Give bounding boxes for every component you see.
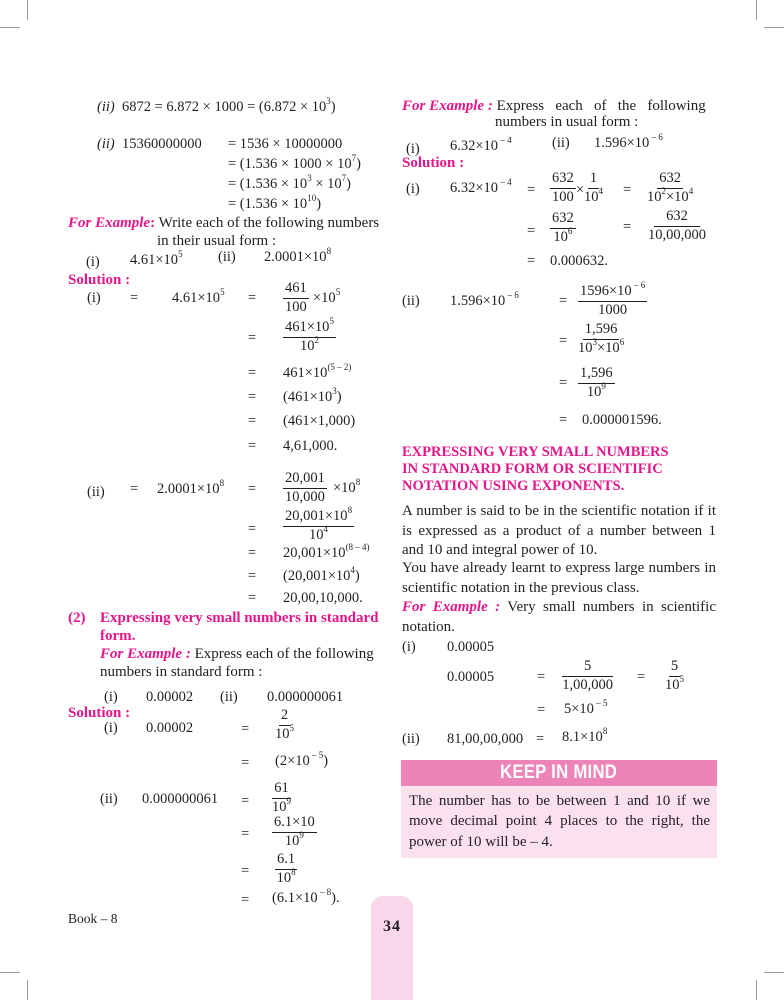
fraction [578, 322, 624, 357]
s3-eq: = [241, 721, 250, 737]
rs2-eq: = [559, 293, 568, 309]
solution-heading-1: Solution : [68, 272, 131, 288]
expression: 6872 = 6.872 × 1000 = (6.872 × 10 [121, 99, 327, 115]
rs1-result: 0.000632. [550, 253, 608, 269]
right-for-example [402, 98, 706, 115]
s4-result [272, 887, 340, 907]
exponent: (8 – 4) [345, 542, 370, 552]
instruction-line-2 [157, 233, 276, 250]
fraction [647, 171, 693, 206]
fraction [648, 209, 706, 244]
e2-label: (ii) [402, 731, 420, 747]
multiplier [333, 477, 361, 497]
denominator: 100 [285, 298, 307, 315]
example-6872 [97, 96, 336, 116]
exponent: 3 [592, 336, 597, 347]
s1-eq: = [248, 413, 257, 429]
fraction [550, 171, 576, 206]
exponent: 5 [679, 673, 684, 684]
fraction [283, 316, 336, 355]
exponent: – 6 [649, 132, 663, 142]
exponent: 8 [347, 505, 353, 515]
rs2-eq: = [559, 333, 568, 349]
section-heading-line: EXPRESSING VERY SMALL NUMBERS [402, 444, 669, 460]
roman-label: (i) [86, 254, 100, 270]
denominator: 10,00,000 [648, 226, 706, 243]
rs2-lhs [450, 290, 519, 310]
number: 15360000000 [121, 136, 202, 152]
numerator: 632 [654, 209, 700, 227]
crop-mark [756, 980, 757, 1000]
crop-mark [756, 0, 757, 20]
value: (461×10 [283, 389, 333, 405]
rs1-lhs [450, 177, 512, 197]
fraction [550, 211, 576, 246]
s4-label: (ii) [100, 791, 118, 807]
numerator: 20,001 [283, 471, 327, 489]
question-1-ii [218, 250, 236, 266]
s2-label: (ii) [87, 484, 105, 500]
keep-in-mind-box [401, 760, 717, 858]
exponent: – 8 [317, 887, 332, 897]
question-2-i: (i) [104, 689, 118, 705]
denominator [665, 673, 684, 694]
exponent: – 5 [309, 750, 324, 760]
exponent: 6 [619, 336, 625, 347]
numerator: 6.1 [275, 852, 297, 870]
numerator [283, 505, 354, 527]
fraction [584, 171, 603, 206]
value: 20,001×10 [285, 508, 348, 524]
value: 461×10 [285, 319, 330, 335]
numerator: 632 [550, 211, 576, 229]
value: 10 [647, 188, 662, 205]
exponent: – 5 [593, 698, 608, 708]
value: 10 [553, 228, 568, 245]
rs1-eq: = [527, 253, 536, 269]
value: ×10 [313, 290, 336, 306]
s3-lhs: 0.00002 [146, 720, 194, 736]
instruction-text: Express each of the following [190, 646, 374, 662]
value: 10 [578, 339, 593, 356]
for-example-3 [402, 598, 716, 637]
s3-result [275, 750, 329, 770]
fraction [578, 366, 615, 401]
numerator: 632 [550, 171, 576, 189]
e2-result [562, 726, 608, 746]
exponent: 10 [307, 193, 317, 203]
exponent: 7 [341, 173, 347, 183]
section-heading-line: NOTATION USING EXPONENTS. [402, 478, 625, 494]
numerator: 632 [657, 171, 683, 189]
s1-eq: = [130, 290, 139, 306]
rs1-eq: = [623, 182, 632, 198]
numerator [578, 280, 647, 302]
e1-result [564, 698, 608, 718]
numerator: 1,596 [578, 366, 615, 384]
numerator: 2 [279, 708, 290, 726]
fraction [272, 815, 317, 850]
numerator: 5 [562, 659, 613, 677]
e2-lhs: 81,00,00,000 [447, 731, 524, 747]
denominator: 1,00,000 [562, 676, 613, 693]
e1-label: (i) [402, 639, 416, 655]
exponent: 7 [351, 153, 357, 163]
keep-in-mind-title-bar [401, 760, 717, 786]
instruction-text: Express each of the following [492, 98, 706, 114]
rs1-eq: = [527, 223, 536, 239]
rq-i-value [450, 135, 512, 155]
paren: ) [330, 99, 336, 115]
for-example-2 [100, 646, 374, 663]
exponent: 8 [602, 726, 608, 736]
fraction [275, 852, 297, 887]
question-2-ii-value: 0.000000061 [267, 689, 344, 705]
denominator: 10,000 [285, 488, 325, 505]
step-line [228, 173, 351, 193]
crop-mark [27, 980, 28, 1000]
multiplier [313, 287, 341, 307]
paren: ) [316, 196, 322, 212]
value: 20,001×10 [283, 545, 346, 561]
denominator [553, 225, 573, 246]
crop-mark [0, 27, 20, 28]
step-line [228, 193, 322, 213]
crop-mark [764, 972, 784, 973]
exponent: – 4 [498, 135, 512, 145]
exponent: 8 [355, 477, 361, 487]
s1-step: (461×1,000) [283, 413, 356, 429]
numerator: 5 [669, 659, 680, 677]
value: ×10 [597, 339, 620, 356]
value: 461×10 [283, 365, 328, 381]
value: 1.596×10 [450, 293, 506, 309]
denominator [584, 185, 603, 206]
fraction [283, 281, 309, 316]
rs2-label: (ii) [402, 293, 420, 309]
e1-lhs: 0.00005 [447, 669, 495, 685]
exponent: 2 [661, 185, 666, 196]
denominator [647, 185, 694, 206]
exponent: 4 [688, 185, 694, 196]
for-example-1 [68, 215, 379, 232]
exponent: – 4 [498, 177, 512, 187]
numerator: 61 [272, 781, 291, 799]
fraction [665, 659, 684, 694]
s4-eq: = [241, 863, 250, 879]
rs2-result: 0.000001596. [582, 412, 662, 428]
step-text: = (1.536 × 10 [228, 176, 308, 192]
rq-ii-value [594, 132, 663, 152]
s2-eq: = [248, 545, 257, 561]
exponent: 4 [598, 185, 603, 196]
paren: ) [346, 176, 351, 192]
value: 10 [586, 383, 602, 400]
paren: ). [331, 890, 340, 906]
exponent: 5 [178, 249, 183, 259]
for-example-label: For Example [68, 215, 151, 231]
exponent: 5 [329, 316, 334, 326]
s1-result: 4,61,000. [283, 438, 338, 454]
value: 10 [275, 725, 290, 742]
definition-paragraph: A number is said to be in the scientific notation if it is expressed as a product of a number between 1 and 10 and integral power of 10. [402, 503, 716, 558]
s2-eq: = [248, 481, 257, 497]
rq-i: (i) [406, 141, 420, 157]
exponent: 5 [289, 722, 294, 733]
s1-eq: = [248, 389, 257, 405]
denominator: 1000 [598, 301, 628, 318]
exponent: 8 [291, 866, 296, 877]
e1-eq: = [637, 669, 646, 685]
value: 10 [276, 869, 292, 886]
s1-step [283, 386, 342, 406]
paren: ) [336, 389, 342, 405]
step-line [228, 137, 342, 153]
step-line [228, 153, 361, 173]
denominator [309, 523, 329, 544]
s2-result: 20,00,10,000. [283, 590, 363, 606]
question-2-ii: (ii) [220, 689, 238, 705]
value: 10 [584, 188, 599, 205]
value: 4.61×10 [130, 252, 179, 268]
times-sign: × [576, 182, 585, 198]
roman-label: (ii) [97, 99, 115, 115]
exponent: 9 [601, 380, 606, 391]
denominator: 100 [552, 188, 574, 205]
s4-eq: = [241, 793, 250, 809]
value: ×10 [666, 188, 689, 205]
value: (2×10 [275, 753, 310, 769]
exponent: 3 [307, 173, 312, 183]
denominator [578, 336, 625, 357]
s2-lhs [157, 478, 225, 498]
exponent: 8 [326, 246, 332, 256]
question-2-i-value: 0.00002 [146, 689, 194, 705]
s2-step [283, 565, 360, 585]
rs2-eq: = [559, 412, 568, 428]
s1-lhs [172, 287, 225, 307]
book-label: Book – 8 [68, 911, 118, 926]
paren: ) [323, 753, 329, 769]
rs1-eq: = [623, 219, 632, 235]
example-15360000000-label [97, 137, 202, 153]
section-2-title-cont: form. [100, 628, 136, 644]
exponent: 9 [286, 795, 291, 806]
value: (20,001×10 [283, 568, 351, 584]
for-example-label: For Example : [100, 646, 191, 662]
question-1-ii-value [264, 246, 332, 266]
s1-step [283, 362, 352, 382]
keep-in-mind-text: The number has to be between 1 and 10 if we move decimal point 4 places to the right, the power of 10 will be – 4. [409, 793, 710, 850]
denominator [275, 722, 294, 743]
s1-eq: = [248, 290, 257, 306]
s3-eq: = [241, 755, 250, 771]
value: 4.61×10 [172, 290, 221, 306]
rs1-eq: = [527, 182, 536, 198]
fraction [283, 505, 354, 544]
value: 10 [284, 832, 300, 849]
solution-heading-2: Solution : [68, 705, 131, 721]
s3-label: (i) [104, 720, 118, 736]
denominator [586, 380, 606, 401]
s1-eq: = [248, 365, 257, 381]
crop-mark [0, 972, 20, 973]
exponent: 5 [335, 287, 341, 297]
s2-eq: = [248, 521, 257, 537]
keep-in-mind-title: KEEP IN MIND [500, 762, 618, 783]
value: 8.1×10 [562, 729, 603, 745]
instruction-line-2: numbers in standard form : [100, 664, 263, 680]
step-text: × 10 [311, 176, 342, 192]
exponent: (5 – 2) [327, 362, 352, 372]
s2-step [283, 542, 370, 562]
exponent: 8 [219, 478, 225, 488]
exponent: 2 [314, 334, 319, 345]
exponent: 3 [332, 386, 337, 396]
s1-eq: = [248, 330, 257, 346]
s1-label: (i) [87, 290, 101, 306]
e1-value: 0.00005 [447, 639, 495, 655]
crop-mark [764, 27, 784, 28]
exponent: 4 [350, 565, 355, 575]
value: 10 [272, 798, 287, 815]
s4-eq: = [241, 892, 250, 908]
numerator: 6.1×10 [272, 815, 317, 833]
numerator: 1,596 [583, 322, 620, 340]
crop-mark [27, 0, 28, 20]
fraction [272, 781, 291, 816]
exponent: 4 [323, 523, 329, 534]
numerator [283, 316, 336, 338]
value: 1596×10 [580, 283, 632, 299]
section-heading-line: IN STANDARD FORM OR SCIENTIFIC [402, 461, 663, 477]
paren: ) [354, 568, 360, 584]
denominator [299, 334, 319, 355]
value: 10 [299, 337, 315, 354]
fraction [562, 659, 613, 694]
value: 1.596×10 [594, 135, 650, 151]
section-2-number: (2) [68, 610, 86, 626]
step-text: = (1.536 × 10 [228, 196, 308, 212]
rs1-label: (i) [406, 181, 420, 197]
right-solution-heading: Solution : [402, 155, 465, 171]
value: 10 [309, 526, 324, 543]
instruction-text: in their usual form : [157, 233, 277, 249]
s4-eq: = [241, 826, 250, 842]
colon: : [150, 215, 156, 231]
page-number: 34 [383, 918, 401, 935]
denominator [284, 829, 304, 850]
exponent: 6 [567, 225, 573, 236]
fraction [578, 280, 647, 319]
value: 2.0001×10 [264, 249, 327, 265]
exponent: 3 [326, 96, 331, 106]
instruction-line-2: numbers in usual form : [495, 114, 639, 130]
value: 10 [665, 676, 680, 693]
value: 6.32×10 [450, 138, 499, 154]
for-example-label: For Example : [402, 599, 501, 615]
value: (6.1×10 [272, 890, 318, 906]
e1-eq: = [537, 669, 546, 685]
rs2-eq: = [559, 375, 568, 391]
value: 6.32×10 [450, 180, 499, 196]
paren: ) [356, 156, 361, 172]
rq-ii: (ii) [552, 135, 570, 151]
question-1-i [86, 255, 100, 271]
roman-label: (ii) [218, 249, 236, 265]
fraction [275, 708, 294, 743]
section-2-title: Expressing very small numbers in standard [100, 610, 379, 626]
for-example-label: For Example : [402, 98, 493, 114]
page-number-tab [371, 896, 413, 1000]
instruction-text: Write each of the following numbers [155, 215, 380, 231]
exponent: 5 [220, 287, 225, 297]
roman-label: (ii) [97, 136, 115, 152]
e2-eq: = [536, 731, 545, 747]
instruction-text: Very small numbers in scientific notation. [402, 599, 716, 635]
fraction [283, 471, 327, 506]
s2-eq: = [248, 590, 257, 606]
numerator: 1 [588, 171, 599, 189]
large-numbers-paragraph: You have already learnt to express large numbers in scientific notation in the previous class. [402, 560, 716, 596]
value: 5×10 [564, 701, 594, 717]
step-text: = (1.536 × 1000 × 10 [228, 156, 352, 172]
s2-eq: = [248, 568, 257, 584]
step-text: = 1536 × 10000000 [228, 136, 343, 152]
s4-lhs: 0.000000061 [142, 791, 219, 807]
s2-eq: = [130, 481, 139, 497]
exponent: 9 [299, 829, 304, 840]
denominator [276, 866, 296, 887]
value: ×10 [333, 480, 356, 496]
value: 2.0001×10 [157, 481, 220, 497]
exponent: – 6 [505, 290, 519, 300]
e1-eq: = [537, 702, 546, 718]
question-1-i-value [130, 249, 183, 269]
numerator: 461 [283, 281, 309, 299]
exponent: – 6 [631, 280, 646, 290]
s1-eq: = [248, 438, 257, 454]
